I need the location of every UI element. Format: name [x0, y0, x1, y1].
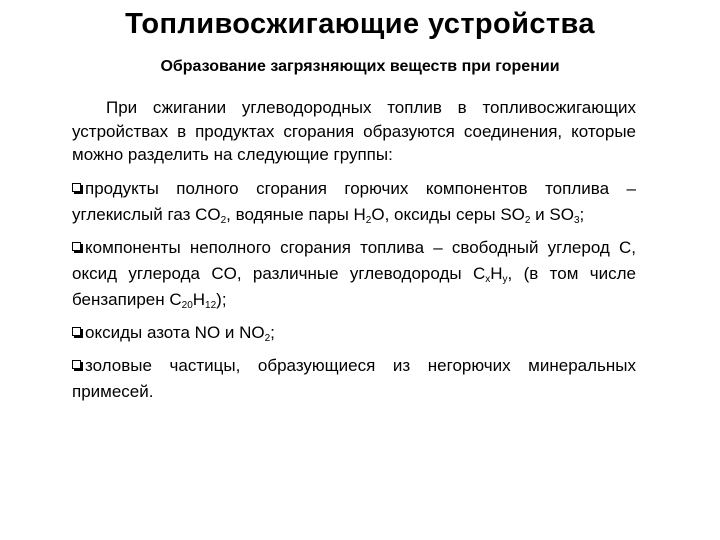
subscript: 3 — [573, 214, 580, 226]
bullet-text: ; — [270, 322, 275, 342]
subscript: y — [502, 273, 508, 285]
list-item-ash-particles — [72, 353, 636, 405]
bullet-text: O, оксиды серы SO — [371, 204, 525, 224]
list-item-complete-combustion — [72, 176, 636, 228]
subscript: 2 — [264, 332, 271, 344]
subscript: 2 — [365, 214, 372, 226]
bullet-text: H — [490, 263, 503, 283]
bullet-text: и SO — [530, 204, 574, 224]
bullet-text: золовые частицы, образующиеся из негорючих минеральных примесей. — [72, 355, 636, 401]
bullet-text: ); — [216, 289, 227, 309]
subscript: 20 — [181, 299, 193, 311]
bullet-text: компоненты неполного сгорания топлива – свободный углерод C, оксид углерода CO, различные углеводороды C — [72, 237, 636, 283]
hollow-square-bullet-icon — [72, 183, 83, 194]
list-item-incomplete-combustion — [72, 235, 636, 313]
subscript: 2 — [524, 214, 531, 226]
hollow-square-bullet-icon — [72, 327, 83, 338]
slide-subtitle: Образование загрязняющих веществ при горении — [160, 58, 560, 75]
subscript: 2 — [220, 214, 227, 226]
bullet-text: , водяные пары H — [226, 204, 366, 224]
bullet-text: оксиды азота NO и NO — [85, 322, 265, 342]
slide-title: Топливосжигающие устройства — [125, 8, 595, 40]
bullet-text: , (в том числе бензапирен C — [72, 263, 636, 309]
subscript: 12 — [205, 299, 217, 311]
hollow-square-bullet-icon — [72, 360, 83, 371]
bullet-text: H — [192, 289, 206, 309]
hollow-square-bullet-icon — [72, 242, 83, 253]
subscript: x — [485, 273, 491, 285]
bullet-text: продукты полного сгорания горючих компонентов топлива – углекислый газ CO — [72, 178, 636, 224]
slide-body — [72, 96, 636, 412]
bullet-text: ; — [579, 204, 585, 224]
intro-paragraph: При сжигании углеводородных топлив в топливосжигающих устройствах в продуктах сгорания образуются соединения, которые можно разделить на следующие группы: — [72, 98, 636, 164]
list-item-nitrogen-oxides — [72, 320, 636, 346]
